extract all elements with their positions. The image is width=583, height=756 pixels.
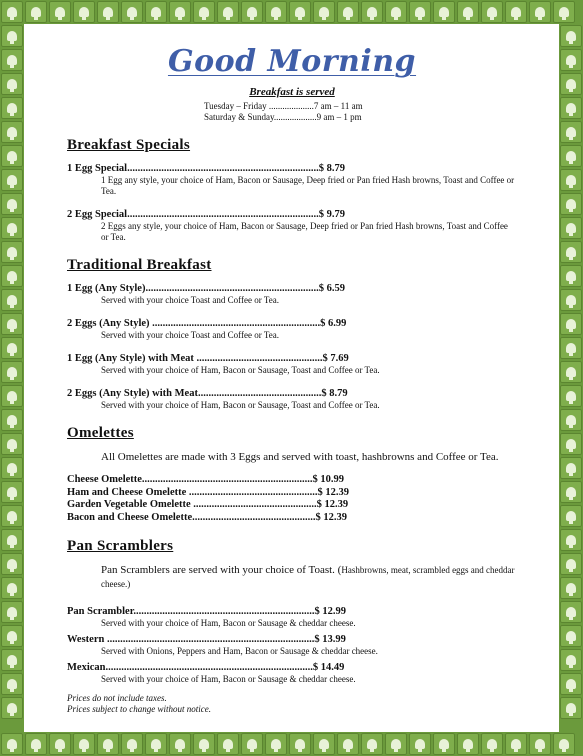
- clover-tile-icon: [1, 433, 23, 455]
- clover-tile-icon: [241, 1, 263, 23]
- clover-tile-icon: [560, 73, 582, 95]
- clover-tile-icon: [553, 1, 575, 23]
- scramblers-note: [67, 563, 517, 591]
- page-subtitle: Breakfast is served: [249, 86, 335, 98]
- clover-tile-icon: [1, 625, 23, 647]
- clover-tile-icon: [1, 145, 23, 167]
- clover-tile-icon: [361, 733, 383, 755]
- clover-tile-icon: [337, 733, 359, 755]
- clover-tile-icon: [1, 649, 23, 671]
- clover-tile-icon: [97, 733, 119, 755]
- scramblers-note-main: Pan Scramblers are served with your choice of Toast. (: [101, 564, 342, 576]
- omelettes-note: All Omelettes are made with 3 Eggs and served with toast, hashbrowns and Coffee or Tea.: [101, 451, 499, 463]
- clover-tile-icon: [560, 217, 582, 239]
- clover-tile-icon: [241, 733, 263, 755]
- border-left: [0, 24, 24, 732]
- clover-tile-icon: [560, 241, 582, 263]
- clover-tile-icon: [169, 733, 191, 755]
- clover-tile-icon: [560, 553, 582, 575]
- clover-tile-icon: [560, 169, 582, 191]
- menu-item-line: Garden Vegetable Omelette ...............................................$ 12.39: [67, 499, 349, 510]
- clover-tile-icon: [560, 577, 582, 599]
- menu-item-line: Bacon and Cheese Omelette...............................................$ 12.39: [67, 511, 347, 523]
- page-title: Good Morning: [167, 44, 417, 79]
- border-bottom: [0, 732, 583, 756]
- menu-item-line: Mexican...............................................................................$ 14.49: [67, 662, 345, 673]
- menu-item-desc: 1 Egg any style, your choice of Ham, Bacon or Sausage, Deep fried or Pan fried Hash browns, Toast and Coffee or Tea.: [101, 175, 515, 196]
- clover-tile-icon: [1, 337, 23, 359]
- clover-tile-icon: [1, 577, 23, 599]
- footer-change: Prices subject to change without notice.: [67, 704, 211, 714]
- clover-tile-icon: [1, 553, 23, 575]
- clover-tile-icon: [560, 289, 582, 311]
- clover-tile-icon: [385, 733, 407, 755]
- clover-tile-icon: [457, 733, 479, 755]
- clover-tile-icon: [289, 1, 311, 23]
- clover-tile-icon: [121, 733, 143, 755]
- clover-tile-icon: [1, 481, 23, 503]
- clover-tile-icon: [1, 97, 23, 119]
- clover-tile-icon: [49, 1, 71, 23]
- hours-weekday: Tuesday – Friday ....................7 am – 11 am: [204, 101, 363, 111]
- border-top: [0, 0, 583, 24]
- footer-notes: [67, 693, 517, 715]
- clover-tile-icon: [1, 313, 23, 335]
- clover-tile-icon: [505, 733, 527, 755]
- clover-tile-icon: [1, 409, 23, 431]
- hours-block: [204, 101, 517, 123]
- clover-tile-icon: [560, 49, 582, 71]
- section-title-omelettes: Omelettes: [67, 425, 134, 441]
- clover-tile-icon: [1, 169, 23, 191]
- clover-tile-icon: [560, 193, 582, 215]
- menu-item-line: 2 Egg Special.........................................................................$ 9.79: [67, 209, 345, 220]
- clover-tile-icon: [1, 361, 23, 383]
- clover-tile-icon: [409, 733, 431, 755]
- clover-tile-icon: [1, 505, 23, 527]
- clover-tile-icon: [169, 1, 191, 23]
- clover-tile-icon: [553, 733, 575, 755]
- clover-tile-icon: [560, 457, 582, 479]
- clover-tile-icon: [97, 1, 119, 23]
- clover-tile-icon: [409, 1, 431, 23]
- section-title-traditional: Traditional Breakfast: [67, 257, 212, 273]
- menu-item-line: 1 Egg (Any Style) with Meat ................................................$ 7.69: [67, 353, 349, 364]
- scramblers-note-small: Hashbrowns, meat, scrambled eggs and cheddar cheese.): [101, 565, 515, 589]
- clover-tile-icon: [529, 733, 551, 755]
- clover-tile-icon: [193, 1, 215, 23]
- clover-tile-icon: [481, 733, 503, 755]
- clover-tile-icon: [1, 49, 23, 71]
- clover-tile-icon: [1, 121, 23, 143]
- omelettes-list: [67, 474, 517, 524]
- clover-tile-icon: [1, 529, 23, 551]
- menu-item-line: 1 Egg (Any Style)..................................................................$ 6.59: [67, 283, 345, 294]
- clover-tile-icon: [1, 241, 23, 263]
- clover-tile-icon: [121, 1, 143, 23]
- clover-tile-icon: [1, 601, 23, 623]
- hours-weekend: Saturday & Sunday...................9 am – 1 pm: [204, 112, 362, 122]
- clover-tile-icon: [560, 529, 582, 551]
- clover-tile-icon: [529, 1, 551, 23]
- clover-tile-icon: [265, 1, 287, 23]
- clover-tile-icon: [361, 1, 383, 23]
- clover-tile-icon: [457, 1, 479, 23]
- clover-tile-icon: [560, 145, 582, 167]
- clover-tile-icon: [481, 1, 503, 23]
- menu-item-line: 2 Eggs (Any Style) with Meat...............................................$ 8.79: [67, 388, 348, 399]
- menu-item-line: 1 Egg Special.........................................................................$ 8.79: [67, 163, 345, 174]
- menu-item-desc: Served with your choice of Ham, Bacon or Sausage, Toast and Coffee or Tea.: [101, 400, 380, 410]
- clover-tile-icon: [560, 121, 582, 143]
- clover-tile-icon: [560, 673, 582, 695]
- clover-tile-icon: [217, 733, 239, 755]
- clover-tile-icon: [433, 733, 455, 755]
- clover-tile-icon: [560, 97, 582, 119]
- menu-item-desc: Served with Onions, Peppers and Ham, Bacon or Sausage & cheddar cheese.: [101, 646, 378, 656]
- section-title-specials: Breakfast Specials: [67, 137, 191, 153]
- clover-tile-icon: [1, 73, 23, 95]
- menu-item-line: Western ...............................................................................$ 13.99: [67, 634, 346, 645]
- clover-tile-icon: [337, 1, 359, 23]
- clover-tile-icon: [560, 625, 582, 647]
- menu-item-line: 2 Eggs (Any Style) ................................................................$ 6.99: [67, 318, 347, 329]
- clover-tile-icon: [25, 1, 47, 23]
- clover-tile-icon: [1, 457, 23, 479]
- menu-item-desc: Served with your choice Toast and Coffee or Tea.: [101, 330, 279, 340]
- menu-content: [67, 44, 517, 715]
- menu-item-desc: Served with your choice of Ham, Bacon or Sausage & cheddar cheese.: [101, 618, 356, 628]
- clover-tile-icon: [313, 733, 335, 755]
- clover-tile-icon: [313, 1, 335, 23]
- menu-item-desc: Served with your choice of Ham, Bacon or Sausage, Toast and Coffee or Tea.: [101, 365, 380, 375]
- clover-tile-icon: [145, 733, 167, 755]
- clover-tile-icon: [560, 313, 582, 335]
- clover-tile-icon: [560, 697, 582, 719]
- clover-tile-icon: [560, 265, 582, 287]
- clover-tile-icon: [289, 733, 311, 755]
- clover-tile-icon: [1, 673, 23, 695]
- clover-tile-icon: [560, 361, 582, 383]
- clover-tile-icon: [560, 649, 582, 671]
- clover-tile-icon: [560, 505, 582, 527]
- clover-tile-icon: [1, 265, 23, 287]
- clover-tile-icon: [1, 385, 23, 407]
- clover-tile-icon: [265, 733, 287, 755]
- menu-item-desc: Served with your choice Toast and Coffee or Tea.: [101, 295, 279, 305]
- menu-item-line: Cheese Omelette.................................................................$ 10.99: [67, 474, 345, 485]
- clover-tile-icon: [1, 217, 23, 239]
- clover-tile-icon: [145, 1, 167, 23]
- clover-tile-icon: [73, 1, 95, 23]
- clover-tile-icon: [1, 1, 23, 23]
- clover-tile-icon: [1, 697, 23, 719]
- clover-tile-icon: [560, 409, 582, 431]
- clover-tile-icon: [560, 481, 582, 503]
- clover-tile-icon: [433, 1, 455, 23]
- menu-item-desc: 2 Eggs any style, your choice of Ham, Bacon or Sausage, Deep fried or Pan fried Hash browns, Toast and Coffee or Tea.: [101, 221, 508, 242]
- clover-tile-icon: [560, 385, 582, 407]
- clover-tile-icon: [49, 733, 71, 755]
- clover-tile-icon: [193, 733, 215, 755]
- clover-tile-icon: [560, 601, 582, 623]
- menu-item-line: Ham and Cheese Omelette .................................................$ 12.39: [67, 486, 350, 498]
- clover-tile-icon: [25, 733, 47, 755]
- clover-tile-icon: [385, 1, 407, 23]
- border-right: [559, 24, 583, 732]
- clover-tile-icon: [1, 289, 23, 311]
- clover-tile-icon: [560, 433, 582, 455]
- clover-tile-icon: [1, 25, 23, 47]
- clover-tile-icon: [1, 193, 23, 215]
- menu-item-desc: Served with your choice of Ham, Bacon or Sausage & cheddar cheese.: [101, 674, 356, 684]
- clover-tile-icon: [73, 733, 95, 755]
- section-title-scramblers: Pan Scramblers: [67, 538, 174, 554]
- clover-tile-icon: [560, 25, 582, 47]
- clover-tile-icon: [560, 337, 582, 359]
- clover-tile-icon: [505, 1, 527, 23]
- footer-taxes: Prices do not include taxes.: [67, 693, 167, 703]
- clover-tile-icon: [1, 733, 23, 755]
- clover-tile-icon: [217, 1, 239, 23]
- menu-item-line: Pan Scrambler.....................................................................$ 12.99: [67, 606, 347, 617]
